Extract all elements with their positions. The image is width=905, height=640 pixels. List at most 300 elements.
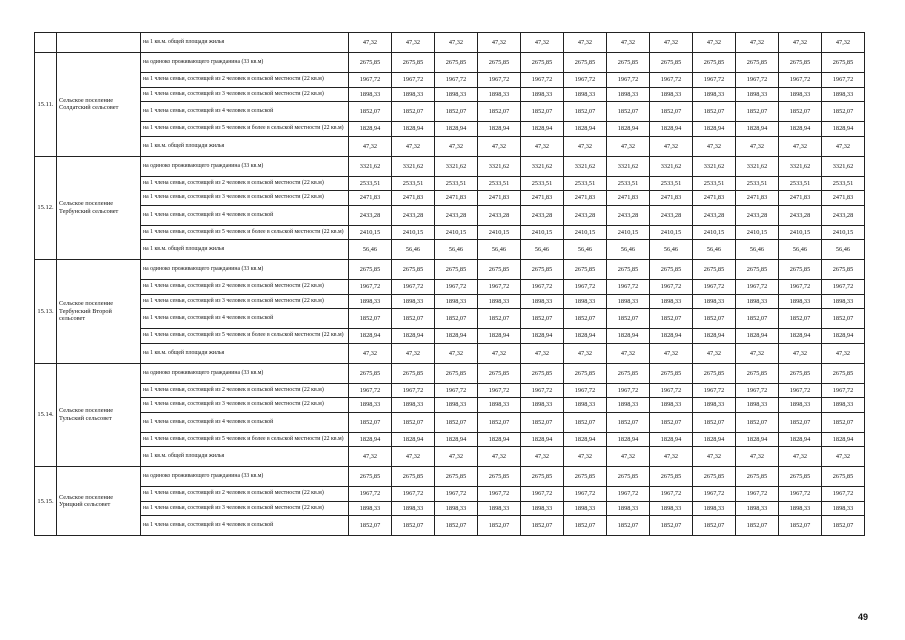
value-cell: 1852,07 [478, 412, 521, 432]
value-cell: 2675,85 [736, 363, 779, 383]
value-cell: 1967,72 [349, 280, 392, 295]
value-cell: 1898,33 [736, 87, 779, 102]
value-cell: 1967,72 [435, 73, 478, 88]
value-cell: 1828,94 [478, 122, 521, 137]
value-cell: 2433,28 [607, 205, 650, 225]
value-cell: 47,32 [478, 447, 521, 467]
value-cell: 1828,94 [693, 122, 736, 137]
value-cell: 56,46 [607, 240, 650, 260]
value-cell: 2675,85 [478, 53, 521, 73]
value-cell: 2675,85 [779, 260, 822, 280]
value-cell: 1852,07 [650, 309, 693, 329]
value-cell: 2410,15 [736, 225, 779, 240]
value-cell: 47,32 [349, 343, 392, 363]
table-row [35, 309, 865, 329]
value-cell: 1967,72 [779, 280, 822, 295]
tariff-table [34, 32, 865, 536]
value-cell: 2675,85 [650, 467, 693, 487]
settlement-cell-empty [57, 33, 141, 53]
value-cell: 2675,85 [392, 467, 435, 487]
value-cell: 1852,07 [779, 412, 822, 432]
value-cell: 1852,07 [822, 516, 865, 536]
table-row [35, 383, 865, 398]
category-label: на 1 члена семьи, состоящей из 3 человек в сельской местности (22 кв.м) [141, 87, 349, 102]
value-cell: 47,32 [736, 136, 779, 156]
value-cell: 2675,85 [435, 260, 478, 280]
category-label: на 1 члена семьи, состоящей из 4 человек в сельской [141, 412, 349, 432]
value-cell: 1828,94 [349, 329, 392, 344]
value-cell: 47,32 [564, 136, 607, 156]
value-cell: 56,46 [650, 240, 693, 260]
value-cell: 2410,15 [564, 225, 607, 240]
value-cell: 1852,07 [435, 309, 478, 329]
value-cell: 1898,33 [779, 501, 822, 516]
value-cell: 2471,83 [392, 191, 435, 206]
value-cell: 2675,85 [564, 467, 607, 487]
value-cell: 1828,94 [349, 432, 392, 447]
value-cell: 1828,94 [349, 122, 392, 137]
table-row [35, 412, 865, 432]
value-cell: 1828,94 [822, 432, 865, 447]
value-cell: 2533,51 [693, 176, 736, 191]
value-cell: 1852,07 [607, 412, 650, 432]
value-cell: 47,32 [693, 136, 736, 156]
value-cell: 47,32 [822, 33, 865, 53]
value-cell: 2675,85 [822, 363, 865, 383]
value-cell: 1852,07 [478, 102, 521, 122]
value-cell: 2533,51 [564, 176, 607, 191]
value-cell: 1898,33 [693, 87, 736, 102]
value-cell: 47,32 [392, 343, 435, 363]
value-cell: 2675,85 [779, 53, 822, 73]
value-cell: 1898,33 [822, 398, 865, 413]
value-cell: 47,32 [564, 33, 607, 53]
value-cell: 1828,94 [435, 329, 478, 344]
value-cell: 1828,94 [693, 432, 736, 447]
group-index: 15.15. [35, 467, 57, 536]
settlement-name: Сельское поселение Урицкий сельсовет [57, 467, 141, 536]
value-cell: 1828,94 [435, 122, 478, 137]
value-cell: 1852,07 [435, 516, 478, 536]
value-cell: 2433,28 [736, 205, 779, 225]
value-cell: 47,32 [736, 33, 779, 53]
value-cell: 1852,07 [693, 412, 736, 432]
value-cell: 1898,33 [736, 398, 779, 413]
table-row [35, 487, 865, 502]
value-cell: 47,32 [349, 136, 392, 156]
table-row [35, 136, 865, 156]
value-cell: 2675,85 [564, 363, 607, 383]
value-cell: 2675,85 [349, 260, 392, 280]
index-cell-empty [35, 33, 57, 53]
value-cell: 1828,94 [822, 122, 865, 137]
group-index: 15.13. [35, 260, 57, 364]
value-cell: 47,32 [736, 447, 779, 467]
value-cell: 47,32 [650, 33, 693, 53]
value-cell: 1852,07 [693, 516, 736, 536]
value-cell: 2533,51 [478, 176, 521, 191]
value-cell: 1967,72 [693, 280, 736, 295]
value-cell: 1852,07 [521, 412, 564, 432]
value-cell: 2433,28 [779, 205, 822, 225]
table-row [35, 102, 865, 122]
value-cell: 1967,72 [349, 487, 392, 502]
value-cell: 1898,33 [349, 294, 392, 309]
value-cell: 1852,07 [822, 309, 865, 329]
value-cell: 1898,33 [779, 87, 822, 102]
value-cell: 1852,07 [478, 309, 521, 329]
value-cell: 1852,07 [779, 102, 822, 122]
value-cell: 2675,85 [392, 363, 435, 383]
value-cell: 2675,85 [478, 363, 521, 383]
value-cell: 47,32 [693, 447, 736, 467]
value-cell: 1898,33 [392, 87, 435, 102]
category-label: на 1 члена семьи, состоящей из 5 человек и более в сельской местности (22 кв.м) [141, 432, 349, 447]
value-cell: 2675,85 [564, 53, 607, 73]
value-cell: 2433,28 [478, 205, 521, 225]
category-label: на 1 члена семьи, состоящей из 5 человек и более в сельской местности (22 кв.м) [141, 329, 349, 344]
value-cell: 1852,07 [779, 516, 822, 536]
value-cell: 47,32 [392, 447, 435, 467]
value-cell: 56,46 [349, 240, 392, 260]
table-row [35, 329, 865, 344]
value-cell: 2533,51 [435, 176, 478, 191]
settlement-name: Сельское поселение Тульский сельсовет [57, 363, 141, 467]
value-cell: 47,32 [650, 447, 693, 467]
value-cell: 1967,72 [392, 280, 435, 295]
value-cell: 2410,15 [435, 225, 478, 240]
value-cell: 1898,33 [779, 398, 822, 413]
table-row [35, 516, 865, 536]
value-cell: 47,32 [779, 343, 822, 363]
value-cell: 56,46 [564, 240, 607, 260]
value-cell: 1852,07 [392, 412, 435, 432]
value-cell: 1967,72 [650, 383, 693, 398]
value-cell: 1898,33 [435, 398, 478, 413]
settlement-name: Сельское поселение Тербунский сельсовет [57, 156, 141, 260]
category-label: на 1 члена семьи, состоящей из 2 человек в сельской местности (22 кв.м) [141, 280, 349, 295]
value-cell: 3321,62 [392, 156, 435, 176]
value-cell: 1828,94 [521, 329, 564, 344]
value-cell: 3321,62 [822, 156, 865, 176]
value-cell: 2675,85 [693, 467, 736, 487]
category-label: на одиноко проживающего гражданина (33 кв.м) [141, 156, 349, 176]
value-cell: 2410,15 [478, 225, 521, 240]
value-cell: 3321,62 [478, 156, 521, 176]
value-cell: 2471,83 [435, 191, 478, 206]
value-cell: 2675,85 [478, 260, 521, 280]
value-cell: 47,32 [693, 343, 736, 363]
value-cell: 47,32 [779, 136, 822, 156]
value-cell: 1898,33 [736, 501, 779, 516]
value-cell: 47,32 [392, 33, 435, 53]
value-cell: 2533,51 [392, 176, 435, 191]
value-cell: 1828,94 [650, 122, 693, 137]
value-cell: 1967,72 [435, 383, 478, 398]
value-cell: 1967,72 [392, 487, 435, 502]
value-cell: 1967,72 [478, 383, 521, 398]
group-index: 15.14. [35, 363, 57, 467]
value-cell: 1898,33 [478, 294, 521, 309]
value-cell: 2471,83 [349, 191, 392, 206]
value-cell: 2675,85 [521, 260, 564, 280]
value-cell: 1898,33 [349, 398, 392, 413]
value-cell: 1898,33 [521, 398, 564, 413]
value-cell: 1852,07 [564, 516, 607, 536]
value-cell: 2675,85 [349, 53, 392, 73]
value-cell: 1898,33 [392, 294, 435, 309]
category-label: на 1 члена семьи, состоящей из 5 человек и более в сельской местности (22 кв.м) [141, 225, 349, 240]
table-row [35, 343, 865, 363]
value-cell: 1898,33 [736, 294, 779, 309]
value-cell: 1898,33 [693, 294, 736, 309]
value-cell: 1898,33 [650, 87, 693, 102]
value-cell: 1967,72 [392, 383, 435, 398]
value-cell: 1828,94 [521, 432, 564, 447]
value-cell: 1852,07 [392, 102, 435, 122]
value-cell: 47,32 [349, 447, 392, 467]
value-cell: 1828,94 [736, 432, 779, 447]
category-label: на одиноко проживающего гражданина (33 кв.м) [141, 260, 349, 280]
value-cell: 47,32 [693, 33, 736, 53]
value-cell: 2410,15 [392, 225, 435, 240]
value-cell: 2675,85 [693, 260, 736, 280]
value-cell: 2533,51 [349, 176, 392, 191]
value-cell: 47,32 [435, 343, 478, 363]
value-cell: 1967,72 [650, 280, 693, 295]
value-cell: 1898,33 [521, 501, 564, 516]
value-cell: 2471,83 [564, 191, 607, 206]
table-row [35, 225, 865, 240]
value-cell: 47,32 [521, 447, 564, 467]
category-label: на 1 члена семьи, состоящей из 4 человек в сельской [141, 309, 349, 329]
value-cell: 1967,72 [564, 280, 607, 295]
value-cell: 2410,15 [521, 225, 564, 240]
value-cell: 1828,94 [521, 122, 564, 137]
value-cell: 47,32 [779, 33, 822, 53]
group-index: 15.11. [35, 53, 57, 157]
value-cell: 2533,51 [822, 176, 865, 191]
group-index: 15.12. [35, 156, 57, 260]
value-cell: 2675,85 [564, 260, 607, 280]
value-cell: 2433,28 [693, 205, 736, 225]
settlement-name: Сельское поселение Тербунский Второй сельсовет [57, 260, 141, 364]
value-cell: 2675,85 [736, 467, 779, 487]
value-cell: 1898,33 [607, 87, 650, 102]
value-cell: 1852,07 [564, 309, 607, 329]
category-label: на 1 члена семьи, состоящей из 4 человек в сельской [141, 102, 349, 122]
value-cell: 1967,72 [650, 487, 693, 502]
value-cell: 1852,07 [435, 412, 478, 432]
value-cell: 1828,94 [650, 432, 693, 447]
value-cell: 1852,07 [607, 516, 650, 536]
table-row [35, 432, 865, 447]
value-cell: 2675,85 [435, 467, 478, 487]
value-cell: 1967,72 [822, 73, 865, 88]
value-cell: 56,46 [435, 240, 478, 260]
value-cell: 1852,07 [607, 309, 650, 329]
category-label: на 1 кв.м. общей площади жилья [141, 447, 349, 467]
value-cell: 1852,07 [392, 309, 435, 329]
value-cell: 1852,07 [736, 516, 779, 536]
value-cell: 47,32 [435, 136, 478, 156]
value-cell: 2675,85 [392, 53, 435, 73]
value-cell: 1967,72 [435, 487, 478, 502]
table-row [35, 87, 865, 102]
value-cell: 56,46 [478, 240, 521, 260]
value-cell: 1898,33 [392, 501, 435, 516]
value-cell: 1898,33 [478, 501, 521, 516]
value-cell: 47,32 [521, 343, 564, 363]
value-cell: 1898,33 [693, 398, 736, 413]
value-cell: 2675,85 [607, 467, 650, 487]
value-cell: 2433,28 [822, 205, 865, 225]
value-cell: 1898,33 [650, 294, 693, 309]
value-cell: 1967,72 [822, 487, 865, 502]
value-cell: 47,32 [779, 447, 822, 467]
value-cell: 1828,94 [779, 432, 822, 447]
value-cell: 1828,94 [435, 432, 478, 447]
value-cell: 56,46 [521, 240, 564, 260]
value-cell: 1967,72 [693, 487, 736, 502]
value-cell: 1967,72 [392, 73, 435, 88]
value-cell: 1967,72 [478, 280, 521, 295]
value-cell: 1967,72 [736, 73, 779, 88]
value-cell: 47,32 [349, 33, 392, 53]
category-label: на одиноко проживающего гражданина (33 кв.м) [141, 467, 349, 487]
tariff-table-body [35, 33, 865, 536]
value-cell: 2433,28 [435, 205, 478, 225]
value-cell: 1828,94 [564, 329, 607, 344]
value-cell: 3321,62 [779, 156, 822, 176]
value-cell: 47,32 [392, 136, 435, 156]
value-cell: 1852,07 [693, 102, 736, 122]
value-cell: 1828,94 [607, 329, 650, 344]
value-cell: 47,32 [607, 447, 650, 467]
value-cell: 1967,72 [564, 73, 607, 88]
value-cell: 1898,33 [435, 501, 478, 516]
value-cell: 2675,85 [392, 260, 435, 280]
value-cell: 2410,15 [349, 225, 392, 240]
value-cell: 47,32 [822, 343, 865, 363]
value-cell: 3321,62 [650, 156, 693, 176]
value-cell: 1898,33 [392, 398, 435, 413]
settlement-name: Сельское поселение Солдатский сельсовет [57, 53, 141, 157]
value-cell: 1967,72 [435, 280, 478, 295]
value-cell: 1967,72 [349, 73, 392, 88]
value-cell: 2471,83 [607, 191, 650, 206]
category-label: на 1 члена семьи, состоящей из 2 человек в сельской местности (22 кв.м) [141, 487, 349, 502]
value-cell: 2533,51 [607, 176, 650, 191]
value-cell: 1852,07 [822, 102, 865, 122]
value-cell: 2433,28 [349, 205, 392, 225]
value-cell: 1828,94 [478, 329, 521, 344]
value-cell: 2433,28 [650, 205, 693, 225]
value-cell: 1898,33 [478, 398, 521, 413]
value-cell: 1898,33 [650, 398, 693, 413]
value-cell: 1967,72 [736, 280, 779, 295]
value-cell: 2675,85 [822, 260, 865, 280]
value-cell: 47,32 [478, 136, 521, 156]
value-cell: 2675,85 [736, 260, 779, 280]
table-row [35, 191, 865, 206]
value-cell: 2433,28 [564, 205, 607, 225]
value-cell: 1967,72 [736, 383, 779, 398]
value-cell: 2675,85 [607, 260, 650, 280]
table-row [35, 122, 865, 137]
value-cell: 47,32 [521, 136, 564, 156]
table-row [35, 280, 865, 295]
value-cell: 47,32 [607, 33, 650, 53]
value-cell: 1852,07 [736, 102, 779, 122]
table-row [35, 260, 865, 280]
value-cell: 1967,72 [693, 383, 736, 398]
category-label: на одиноко проживающего гражданина (33 кв.м) [141, 363, 349, 383]
value-cell: 1967,72 [349, 383, 392, 398]
value-cell: 2675,85 [521, 467, 564, 487]
value-cell: 1852,07 [478, 516, 521, 536]
value-cell: 1898,33 [521, 87, 564, 102]
value-cell: 2471,83 [736, 191, 779, 206]
value-cell: 1898,33 [607, 398, 650, 413]
category-label: на 1 кв.м. общей площади жилья [141, 136, 349, 156]
value-cell: 1967,72 [478, 487, 521, 502]
value-cell: 56,46 [693, 240, 736, 260]
value-cell: 2675,85 [607, 53, 650, 73]
value-cell: 2675,85 [521, 53, 564, 73]
value-cell: 1967,72 [607, 280, 650, 295]
table-row [35, 33, 865, 53]
value-cell: 1828,94 [478, 432, 521, 447]
category-label: на 1 члена семьи, состоящей из 2 человек в сельской местности (22 кв.м) [141, 383, 349, 398]
value-cell: 2675,85 [736, 53, 779, 73]
value-cell: 56,46 [736, 240, 779, 260]
value-cell: 3321,62 [736, 156, 779, 176]
value-cell: 1898,33 [779, 294, 822, 309]
value-cell: 2533,51 [736, 176, 779, 191]
value-cell: 2675,85 [779, 363, 822, 383]
value-cell: 2471,83 [650, 191, 693, 206]
value-cell: 1967,72 [607, 73, 650, 88]
value-cell: 1898,33 [435, 294, 478, 309]
table-row [35, 294, 865, 309]
value-cell: 47,32 [564, 447, 607, 467]
category-label: на 1 члена семьи, состоящей из 3 человек в сельской местности (22 кв.м) [141, 191, 349, 206]
value-cell: 1967,72 [607, 487, 650, 502]
value-cell: 1852,07 [349, 102, 392, 122]
value-cell: 2675,85 [349, 467, 392, 487]
value-cell: 2675,85 [650, 363, 693, 383]
table-row [35, 447, 865, 467]
value-cell: 47,32 [478, 33, 521, 53]
value-cell: 1898,33 [564, 87, 607, 102]
value-cell: 2410,15 [693, 225, 736, 240]
value-cell: 1828,94 [607, 432, 650, 447]
value-cell: 1967,72 [521, 280, 564, 295]
value-cell: 1967,72 [822, 383, 865, 398]
value-cell: 1828,94 [392, 432, 435, 447]
value-cell: 47,32 [650, 136, 693, 156]
value-cell: 1898,33 [435, 87, 478, 102]
value-cell: 1828,94 [564, 122, 607, 137]
value-cell: 1898,33 [693, 501, 736, 516]
value-cell: 1967,72 [564, 383, 607, 398]
value-cell: 1828,94 [822, 329, 865, 344]
table-row [35, 363, 865, 383]
value-cell: 1898,33 [478, 87, 521, 102]
value-cell: 1898,33 [822, 501, 865, 516]
value-cell: 1852,07 [779, 309, 822, 329]
